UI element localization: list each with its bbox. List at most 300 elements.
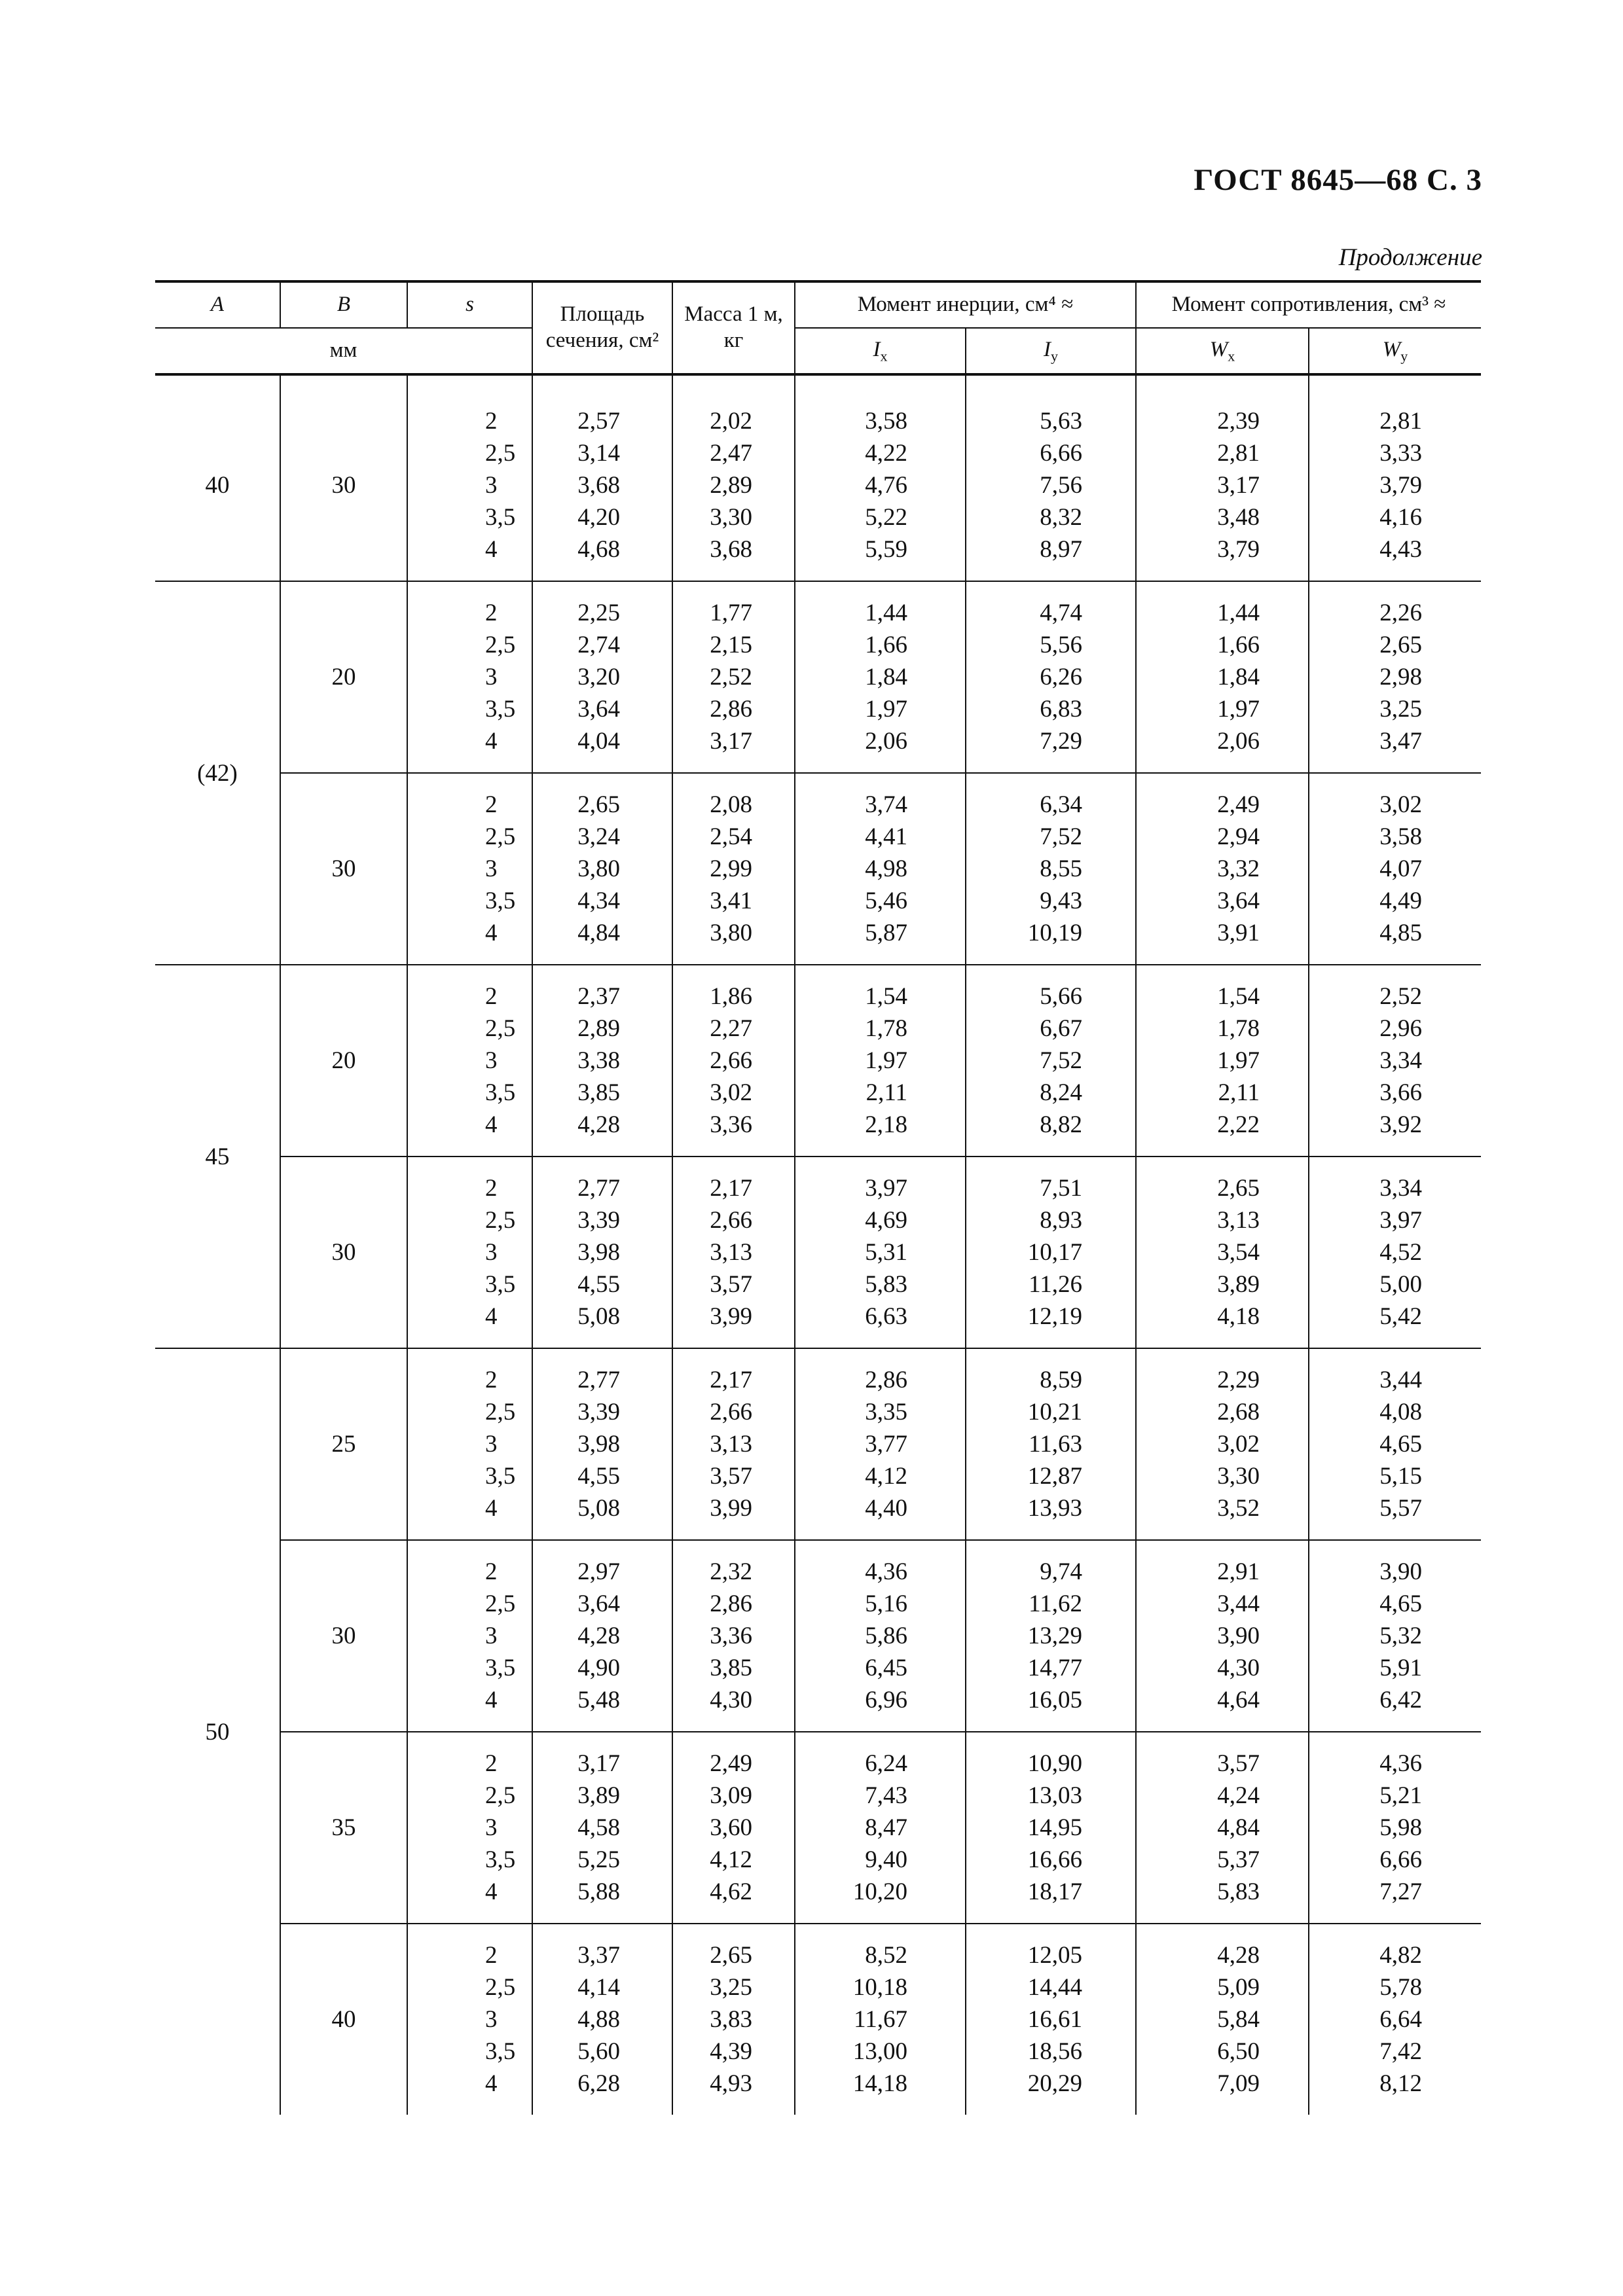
cell-ix-values	[795, 1924, 966, 2115]
cell-value: 3,92	[1379, 1111, 1423, 1138]
cell-value: 3,77	[865, 1431, 907, 1458]
table-row-group	[155, 1924, 1481, 2115]
cell-value: 1,84	[865, 664, 907, 691]
cell-value: 2	[485, 1942, 498, 1969]
cell-value: 4,28	[1217, 1942, 1260, 1969]
cell-value: 6,45	[865, 1655, 907, 1681]
cell-value: 4,65	[1379, 1590, 1423, 1617]
cell-value: 5,09	[1217, 1974, 1260, 2001]
cell-ix-values	[795, 374, 966, 581]
cell-iy-values	[966, 1157, 1136, 1348]
cell-value: 8,93	[1040, 1207, 1083, 1234]
cell-value: 2,29	[1217, 1367, 1260, 1393]
cell-value: 2,89	[710, 472, 752, 499]
cell-b: 30	[280, 773, 407, 965]
cell-value: 4,14	[577, 1974, 620, 2001]
cell-s-values	[407, 1157, 532, 1348]
cell-area-values	[532, 1540, 672, 1732]
cell-value: 3,74	[865, 791, 907, 818]
cell-value: 6,64	[1379, 2006, 1423, 2033]
cell-area-values	[532, 1924, 672, 2115]
cell-value: 3,20	[577, 664, 620, 691]
cell-value: 4,36	[1379, 1750, 1423, 1777]
cell-area-values	[532, 1348, 672, 1540]
cell-value: 3	[485, 2006, 498, 2033]
cell-value: 10,18	[852, 1974, 907, 2001]
cell-value: 14,18	[852, 2070, 907, 2097]
cell-value: 2,94	[1217, 823, 1260, 850]
cell-value: 2,5	[485, 632, 516, 658]
cell-value: 11,63	[1029, 1431, 1083, 1458]
cell-value: 4,40	[865, 1495, 907, 1522]
cell-mass-values	[672, 1348, 795, 1540]
cell-value: 18,17	[1027, 1878, 1083, 1905]
cell-value: 3,68	[577, 472, 620, 499]
cell-value: 2,5	[485, 1974, 516, 2001]
cell-value: 3,02	[710, 1079, 752, 1106]
cell-value: 2,5	[485, 1207, 516, 1234]
cell-value: 13,93	[1027, 1495, 1083, 1522]
cell-value: 4	[485, 2070, 498, 2097]
cell-value: 14,44	[1027, 1974, 1083, 2001]
cell-value: 16,05	[1027, 1687, 1083, 1713]
cell-value: 4,68	[577, 536, 620, 563]
cell-value: 1,44	[865, 600, 907, 626]
cell-value: 5,31	[865, 1239, 907, 1266]
cell-value: 3,17	[577, 1750, 620, 1777]
cell-value: 2,5	[485, 1782, 516, 1809]
cell-a: 40	[155, 374, 280, 581]
cell-value: 4,52	[1379, 1239, 1423, 1266]
cell-b: 30	[280, 374, 407, 581]
cell-value: 4,76	[865, 472, 907, 499]
cell-value: 1,54	[1217, 983, 1260, 1010]
cell-value: 7,29	[1040, 728, 1083, 755]
cell-mass-values	[672, 965, 795, 1157]
cell-value: 3,34	[1379, 1175, 1423, 1202]
cell-value: 2,32	[710, 1558, 752, 1585]
cell-value: 9,40	[865, 1846, 907, 1873]
cell-value: 4	[485, 536, 498, 563]
cell-value: 16,66	[1027, 1846, 1083, 1873]
cell-mass-values	[672, 1732, 795, 1924]
cell-value: 3,85	[710, 1655, 752, 1681]
cell-wy-values	[1309, 1924, 1481, 2115]
cell-value: 2,02	[710, 408, 752, 435]
header-s: s	[407, 281, 532, 328]
cell-value: 2,65	[577, 791, 620, 818]
cell-mass-values	[672, 1157, 795, 1348]
cell-area-values	[532, 581, 672, 773]
cell-value: 2	[485, 1558, 498, 1585]
cell-value: 3	[485, 472, 498, 499]
cell-value: 4,74	[1040, 600, 1083, 626]
cell-mass-values	[672, 773, 795, 965]
cell-s-values	[407, 374, 532, 581]
cell-value: 5,88	[577, 1878, 620, 1905]
cell-value: 3,36	[710, 1623, 752, 1649]
cell-value: 4,39	[710, 2038, 752, 2065]
cell-value: 3,09	[710, 1782, 752, 1809]
cell-value: 3,44	[1379, 1367, 1423, 1393]
cell-value: 4,55	[577, 1463, 620, 1490]
cell-b: 30	[280, 1540, 407, 1732]
cell-value: 10,90	[1027, 1750, 1083, 1777]
cell-value: 4,30	[1217, 1655, 1260, 1681]
cell-value: 2,47	[710, 440, 752, 467]
table-row-group	[155, 1157, 1481, 1348]
cell-value: 6,42	[1379, 1687, 1423, 1713]
cell-value: 3,5	[485, 1271, 516, 1298]
cell-value: 3,97	[865, 1175, 907, 1202]
cell-area-values	[532, 773, 672, 965]
cell-s-values	[407, 965, 532, 1157]
cell-wx-values	[1136, 965, 1309, 1157]
cell-value: 5,15	[1379, 1463, 1423, 1490]
cell-value: 1,97	[1217, 1047, 1260, 1074]
cell-value: 3,36	[710, 1111, 752, 1138]
cell-iy-values	[966, 1924, 1136, 2115]
cell-wy-values	[1309, 1540, 1481, 1732]
cell-area-values	[532, 965, 672, 1157]
cell-value: 1,44	[1217, 600, 1260, 626]
cell-value: 4	[485, 1111, 498, 1138]
cell-value: 6,83	[1040, 696, 1083, 723]
cell-value: 2	[485, 791, 498, 818]
cell-value: 4,85	[1379, 920, 1423, 946]
cell-value: 3,97	[1379, 1207, 1423, 1234]
cell-wy-values	[1309, 773, 1481, 965]
cell-value: 2,22	[1217, 1111, 1260, 1138]
cell-wx-values	[1136, 1157, 1309, 1348]
cell-value: 2,5	[485, 440, 516, 467]
cell-value: 3,98	[577, 1431, 620, 1458]
cell-value: 2,5	[485, 1590, 516, 1617]
cell-value: 3,99	[710, 1303, 752, 1330]
cell-value: 2,86	[710, 696, 752, 723]
cell-value: 3,60	[710, 1814, 752, 1841]
cell-value: 4,58	[577, 1814, 620, 1841]
cell-value: 2,66	[710, 1047, 752, 1074]
cell-value: 2,91	[1217, 1558, 1260, 1585]
cell-value: 4	[485, 1687, 498, 1713]
cell-value: 4,88	[577, 2006, 620, 2033]
cell-value: 6,50	[1217, 2038, 1260, 2065]
table-row-group	[155, 1732, 1481, 1924]
cell-b: 40	[280, 1924, 407, 2115]
cell-value: 2,81	[1217, 440, 1260, 467]
cell-value: 2,65	[1379, 632, 1423, 658]
cell-value: 2,65	[710, 1942, 752, 1969]
cell-value: 6,96	[865, 1687, 907, 1713]
cell-value: 1,66	[865, 632, 907, 658]
cell-value: 5,32	[1379, 1623, 1423, 1649]
cell-iy-values	[966, 374, 1136, 581]
cell-value: 5,46	[865, 888, 907, 914]
cell-value: 2,26	[1379, 600, 1423, 626]
cell-iy-values	[966, 965, 1136, 1157]
cell-value: 12,87	[1027, 1463, 1083, 1490]
cell-value: 1,97	[865, 1047, 907, 1074]
cell-value: 2,99	[710, 855, 752, 882]
cell-value: 4,22	[865, 440, 907, 467]
cell-value: 2,5	[485, 1399, 516, 1426]
cell-value: 2,89	[577, 1015, 620, 1042]
cell-value: 3,34	[1379, 1047, 1423, 1074]
header-a: A	[155, 281, 280, 328]
cell-value: 3,39	[577, 1399, 620, 1426]
cell-value: 4,93	[710, 2070, 752, 2097]
cell-value: 7,43	[865, 1782, 907, 1809]
cell-value: 5,63	[1040, 408, 1083, 435]
cell-value: 2	[485, 600, 498, 626]
cell-value: 7,51	[1040, 1175, 1083, 1202]
cell-value: 1,84	[1217, 664, 1260, 691]
cell-value: 3,02	[1379, 791, 1423, 818]
cell-value: 3,57	[710, 1271, 752, 1298]
cell-ix-values	[795, 1540, 966, 1732]
cell-value: 4,82	[1379, 1942, 1423, 1969]
cell-iy-values	[966, 1732, 1136, 1924]
cell-value: 2,86	[710, 1590, 752, 1617]
cell-value: 5,00	[1379, 1271, 1423, 1298]
cell-value: 3,52	[1217, 1495, 1260, 1522]
cell-value: 4,64	[1217, 1687, 1260, 1713]
cell-value: 3,66	[1379, 1079, 1423, 1106]
cell-value: 5,84	[1217, 2006, 1260, 2033]
cell-value: 3,13	[710, 1239, 752, 1266]
cell-ix-values	[795, 581, 966, 773]
cell-value: 2,68	[1217, 1399, 1260, 1426]
cell-value: 4,18	[1217, 1303, 1260, 1330]
cell-value: 4	[485, 1495, 498, 1522]
cell-value: 8,12	[1379, 2070, 1423, 2097]
cell-value: 1,77	[710, 600, 752, 626]
cell-value: 4,84	[577, 920, 620, 946]
header-resistance: Момент сопротивления, см³ ≈	[1136, 281, 1481, 328]
cell-value: 3,5	[485, 696, 516, 723]
cell-value: 3,64	[577, 1590, 620, 1617]
cell-mass-values	[672, 1924, 795, 2115]
cell-value: 3,79	[1379, 472, 1423, 499]
cell-value: 9,43	[1040, 888, 1083, 914]
cell-s-values	[407, 1924, 532, 2115]
cell-value: 3,5	[485, 1079, 516, 1106]
cell-value: 5,57	[1379, 1495, 1423, 1522]
cell-value: 7,56	[1040, 472, 1083, 499]
cell-wx-values	[1136, 1540, 1309, 1732]
cell-wy-values	[1309, 1157, 1481, 1348]
cell-value: 2,49	[710, 1750, 752, 1777]
cell-value: 7,52	[1040, 1047, 1083, 1074]
cell-wx-values	[1136, 1348, 1309, 1540]
cell-value: 3,57	[710, 1463, 752, 1490]
cell-value: 2,25	[577, 600, 620, 626]
cell-value: 3,90	[1217, 1623, 1260, 1649]
cell-value: 4,36	[865, 1558, 907, 1585]
cell-value: 2,54	[710, 823, 752, 850]
cell-value: 20,29	[1027, 2070, 1083, 2097]
cell-value: 3	[485, 664, 498, 691]
cell-value: 14,77	[1027, 1655, 1083, 1681]
cell-value: 4,84	[1217, 1814, 1260, 1841]
cell-value: 2,5	[485, 1015, 516, 1042]
header-iy: $I_y$	[966, 328, 1136, 374]
cell-value: 10,19	[1027, 920, 1083, 946]
cell-value: 3	[485, 855, 498, 882]
cell-value: 3,58	[1379, 823, 1423, 850]
cell-value: 13,03	[1027, 1782, 1083, 1809]
header-wx: $W_x$	[1136, 328, 1309, 374]
cell-value: 2,98	[1379, 664, 1423, 691]
cell-value: 10,21	[1027, 1399, 1083, 1426]
cell-value: 5,08	[577, 1495, 620, 1522]
cell-a: 50	[155, 1348, 280, 2115]
cell-value: 8,59	[1040, 1367, 1083, 1393]
cell-s-values	[407, 1348, 532, 1540]
cell-value: 8,97	[1040, 536, 1083, 563]
cell-value: 3,68	[710, 536, 752, 563]
cell-value: 8,24	[1040, 1079, 1083, 1106]
cell-value: 3,39	[577, 1207, 620, 1234]
cell-value: 3,38	[577, 1047, 620, 1074]
cell-mass-values	[672, 581, 795, 773]
cell-value: 3	[485, 1239, 498, 1266]
cell-value: 3,35	[865, 1399, 907, 1426]
cell-value: 3,80	[710, 920, 752, 946]
cell-value: 3,5	[485, 1463, 516, 1490]
cell-value: 2,15	[710, 632, 752, 658]
header-b: B	[280, 281, 407, 328]
cell-value: 3,85	[577, 1079, 620, 1106]
cell-value: 6,24	[865, 1750, 907, 1777]
cell-ix-values	[795, 773, 966, 965]
cell-wy-values	[1309, 1348, 1481, 1540]
cell-value: 4,41	[865, 823, 907, 850]
cell-s-values	[407, 581, 532, 773]
cell-value: 1,66	[1217, 632, 1260, 658]
cell-wx-values	[1136, 1732, 1309, 1924]
cell-s-values	[407, 773, 532, 965]
cell-wy-values	[1309, 581, 1481, 773]
cell-value: 5,91	[1379, 1655, 1423, 1681]
cell-value: 4	[485, 728, 498, 755]
header-inertia: Момент инерции, см⁴ ≈	[795, 281, 1136, 328]
cell-value: 2,11	[1218, 1079, 1260, 1106]
cell-value: 3,5	[485, 504, 516, 531]
cell-wy-values	[1309, 1732, 1481, 1924]
header-mass: Масса 1 м, кг	[672, 281, 795, 374]
cell-value: 2,17	[710, 1175, 752, 1202]
cell-value: 2,17	[710, 1367, 752, 1393]
cell-s-values	[407, 1540, 532, 1732]
table-row-group	[155, 1348, 1481, 1540]
table-row-group	[155, 374, 1481, 581]
cell-value: 3,33	[1379, 440, 1423, 467]
cell-value: 3,54	[1217, 1239, 1260, 1266]
cell-value: 4,04	[577, 728, 620, 755]
cell-value: 2,86	[865, 1367, 907, 1393]
cell-area-values	[532, 374, 672, 581]
cell-value: 3,57	[1217, 1750, 1260, 1777]
cell-value: 8,47	[865, 1814, 907, 1841]
cell-value: 5,25	[577, 1846, 620, 1873]
cell-value: 4,90	[577, 1655, 620, 1681]
cell-value: 11,62	[1029, 1590, 1083, 1617]
cell-value: 3,32	[1217, 855, 1260, 882]
cell-value: 2,27	[710, 1015, 752, 1042]
cell-value: 2,77	[577, 1175, 620, 1202]
cell-value: 4,16	[1379, 504, 1423, 531]
cell-value: 18,56	[1027, 2038, 1083, 2065]
cell-b: 30	[280, 1157, 407, 1348]
cell-value: 11,26	[1029, 1271, 1083, 1298]
cell-value: 3,80	[577, 855, 620, 882]
cell-value: 2,97	[577, 1558, 620, 1585]
cell-value: 4,24	[1217, 1782, 1260, 1809]
cell-value: 2,39	[1217, 408, 1260, 435]
cell-value: 2,06	[1217, 728, 1260, 755]
cell-value: 11,67	[854, 2006, 907, 2033]
cell-value: 13,00	[852, 2038, 907, 2065]
cell-value: 2	[485, 1750, 498, 1777]
cell-value: 3,83	[710, 2006, 752, 2033]
cell-value: 8,82	[1040, 1111, 1083, 1138]
header-area: Площадь сечения, см²	[532, 281, 672, 374]
cell-value: 1,86	[710, 983, 752, 1010]
cell-value: 14,95	[1027, 1814, 1083, 1841]
cell-value: 3,17	[1217, 472, 1260, 499]
cell-value: 6,66	[1040, 440, 1083, 467]
table-row-group	[155, 773, 1481, 965]
cell-area-values	[532, 1732, 672, 1924]
cell-value: 4,69	[865, 1207, 907, 1234]
header-ix: $I_x$	[795, 328, 966, 374]
cell-value: 5,16	[865, 1590, 907, 1617]
cell-value: 3,13	[1217, 1207, 1260, 1234]
cell-value: 3,89	[1217, 1271, 1260, 1298]
cell-value: 2	[485, 1367, 498, 1393]
cell-value: 2,81	[1379, 408, 1423, 435]
cell-value: 16,61	[1027, 2006, 1083, 2033]
cell-value: 7,09	[1217, 2070, 1260, 2097]
cell-value: 5,59	[865, 536, 907, 563]
cell-value: 5,37	[1217, 1846, 1260, 1873]
cell-value: 5,48	[577, 1687, 620, 1713]
cell-value: 5,87	[865, 920, 907, 946]
cell-value: 4,49	[1379, 888, 1423, 914]
cell-value: 12,19	[1027, 1303, 1083, 1330]
cell-b: 20	[280, 965, 407, 1157]
cell-iy-values	[966, 1540, 1136, 1732]
cell-iy-values	[966, 773, 1136, 965]
cell-value: 2	[485, 1175, 498, 1202]
cell-value: 2,52	[710, 664, 752, 691]
cell-value: 2,66	[710, 1207, 752, 1234]
cell-value: 3,13	[710, 1431, 752, 1458]
cell-value: 5,98	[1379, 1814, 1423, 1841]
cell-value: 3	[485, 1431, 498, 1458]
cell-value: 4,28	[577, 1111, 620, 1138]
cell-value: 8,55	[1040, 855, 1083, 882]
cell-value: 5,56	[1040, 632, 1083, 658]
cell-wx-values	[1136, 1924, 1309, 2115]
cell-value: 5,42	[1379, 1303, 1423, 1330]
cell-ix-values	[795, 965, 966, 1157]
cell-value: 4,98	[865, 855, 907, 882]
cell-value: 3,25	[1379, 696, 1423, 723]
cell-value: 3,30	[1217, 1463, 1260, 1490]
